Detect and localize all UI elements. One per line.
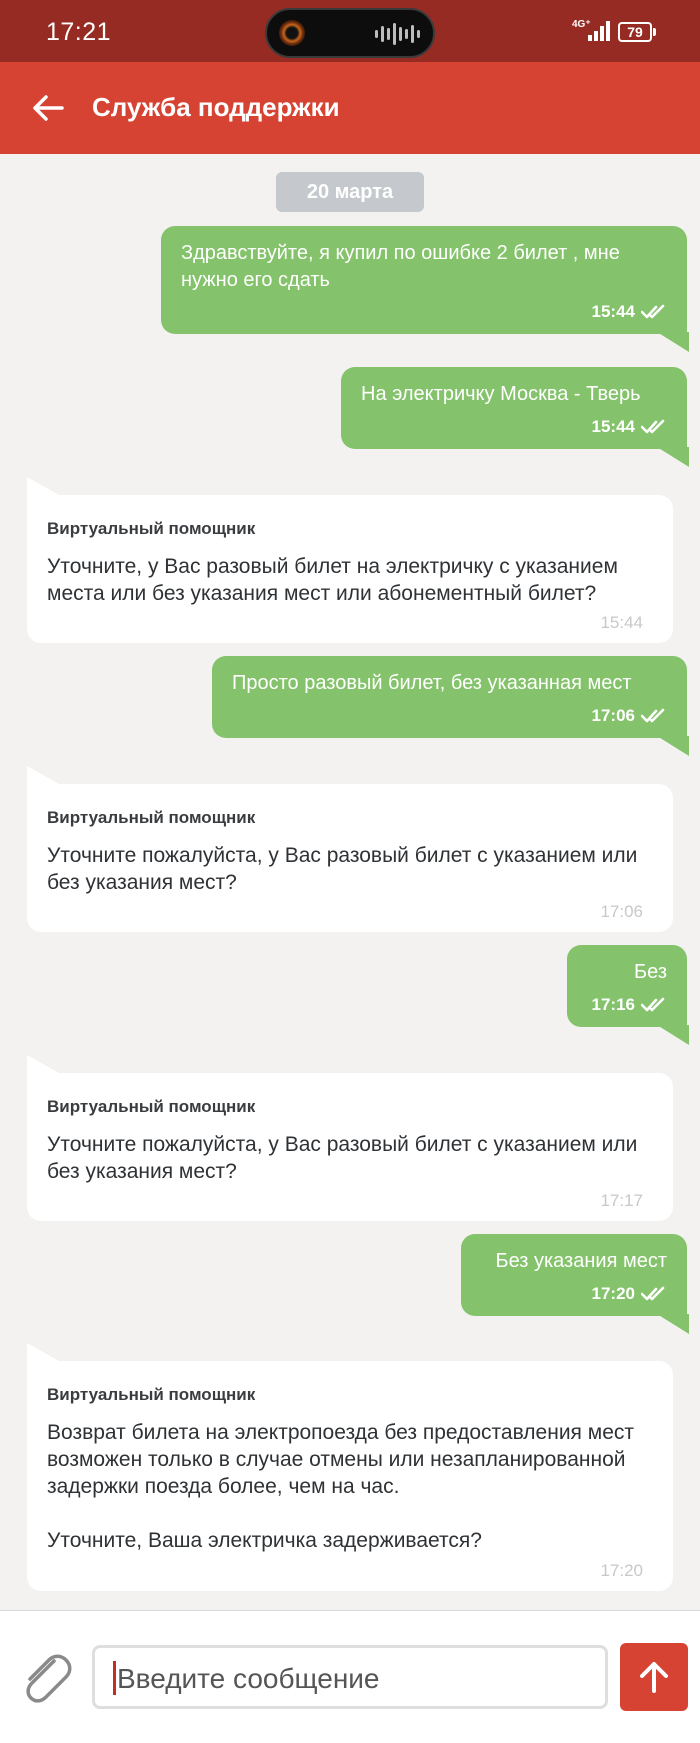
page-title: Служба поддержки bbox=[92, 92, 340, 122]
date-separator: 20 марта bbox=[276, 172, 424, 212]
send-button[interactable] bbox=[620, 1643, 688, 1711]
audio-waveform-icon bbox=[375, 23, 423, 45]
message-time: 15:44 bbox=[600, 613, 643, 632]
message-time: 17:16 bbox=[591, 995, 635, 1014]
message-time: 15:44 bbox=[591, 417, 635, 436]
back-arrow-icon[interactable] bbox=[30, 90, 66, 126]
message-text: Уточните пожалуйста, у Вас разовый билет с указанием или без указания мест? bbox=[47, 844, 638, 894]
incoming-message bbox=[27, 1073, 673, 1221]
network-type: 4G⁺ bbox=[572, 19, 591, 30]
double-check-icon bbox=[641, 1286, 667, 1302]
message-time: 17:20 bbox=[591, 1284, 635, 1303]
message-text: Уточните пожалуйста, у Вас разовый билет с указанием или без указания мест? bbox=[47, 1133, 638, 1183]
media-artwork-icon bbox=[279, 20, 305, 46]
message-text-followup: Уточните, Ваша электричка задерживается? bbox=[47, 1529, 482, 1552]
sender-name: Виртуальный помощник bbox=[47, 519, 256, 538]
sender-name: Виртуальный помощник bbox=[47, 1385, 256, 1404]
message-time: 17:06 bbox=[591, 706, 635, 725]
message-meta bbox=[592, 302, 667, 322]
outgoing-message bbox=[567, 945, 687, 1027]
battery-icon bbox=[618, 22, 652, 42]
outgoing-message bbox=[212, 656, 687, 738]
double-check-icon bbox=[641, 419, 667, 435]
outgoing-message bbox=[341, 367, 687, 449]
incoming-message bbox=[27, 1361, 673, 1591]
paperclip-icon[interactable] bbox=[16, 1647, 76, 1707]
signal-strength-icon bbox=[588, 21, 612, 41]
battery-level: 79 bbox=[627, 24, 643, 40]
sender-name: Виртуальный помощник bbox=[47, 808, 256, 827]
message-time: 17:06 bbox=[600, 902, 643, 921]
message-meta bbox=[592, 417, 667, 437]
dynamic-island bbox=[265, 8, 435, 58]
status-time: 17:21 bbox=[46, 18, 112, 46]
double-check-icon bbox=[641, 708, 667, 724]
arrow-up-icon bbox=[636, 1659, 672, 1695]
message-text: Без указания мест bbox=[495, 1250, 667, 1272]
message-input[interactable] bbox=[115, 1656, 589, 1702]
message-text: Уточните, у Вас разовый билет на электричку с указанием места или без указания мест или абонементный билет? bbox=[47, 555, 618, 605]
incoming-message bbox=[27, 784, 673, 932]
double-check-icon bbox=[641, 997, 667, 1013]
status-bar bbox=[0, 0, 700, 62]
message-text: Здравствуйте, я купил по ошибке 2 билет , мне нужно его сдать bbox=[181, 242, 620, 291]
app-header bbox=[0, 62, 700, 154]
message-text: На электричку Москва - Тверь bbox=[361, 383, 641, 405]
battery-tip bbox=[653, 28, 656, 36]
outgoing-message bbox=[161, 226, 687, 334]
message-composer bbox=[0, 1610, 700, 1743]
message-time: 17:20 bbox=[600, 1561, 643, 1580]
message-input-box[interactable] bbox=[92, 1645, 608, 1709]
message-meta bbox=[592, 706, 667, 726]
incoming-message bbox=[27, 495, 673, 643]
message-text: Возврат билета на электропоезда без предоставления мест возможен только в случае отмены или незапланированной задержки поезда более, чем на час. bbox=[47, 1421, 634, 1498]
outgoing-message bbox=[461, 1234, 687, 1316]
message-time: 17:17 bbox=[600, 1191, 643, 1210]
message-text: Без bbox=[634, 961, 667, 983]
sender-name: Виртуальный помощник bbox=[47, 1097, 256, 1116]
message-meta bbox=[592, 995, 667, 1015]
message-time: 15:44 bbox=[591, 302, 635, 321]
message-text: Просто разовый билет, без указанная мест bbox=[232, 672, 632, 694]
message-meta bbox=[592, 1284, 667, 1304]
double-check-icon bbox=[641, 304, 667, 320]
